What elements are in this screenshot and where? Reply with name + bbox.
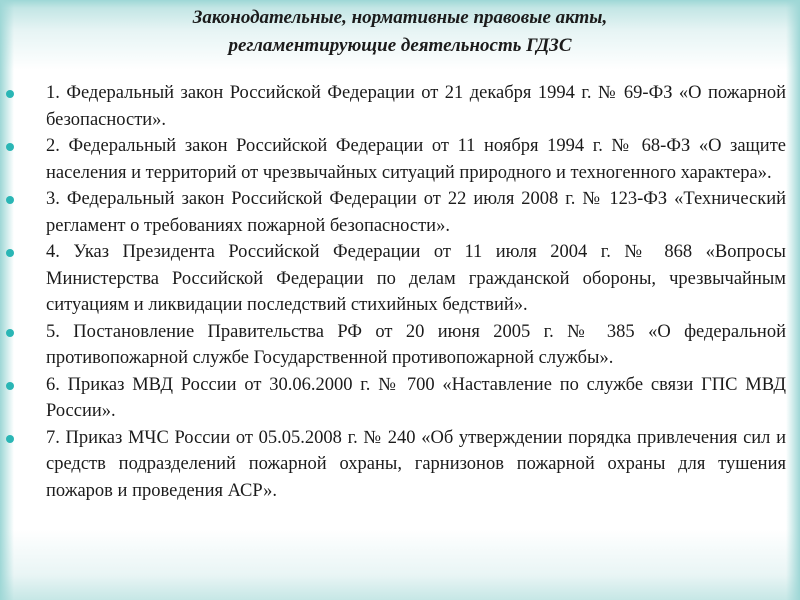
bullet-dot-icon [6,329,14,337]
bullet-dot-icon [6,382,14,390]
legal-acts-list [0,80,800,504]
list-item [0,186,800,239]
list-item [0,133,800,186]
list-item-text: 3. Федеральный закон Российской Федерации от 22 июля 2008 г. № 123-ФЗ «Технический регламент о требованиях пожарной безопасности». [46,189,786,236]
list-item [0,425,800,505]
bullet-dot-icon [6,249,14,257]
list-item [0,80,800,133]
list-item-text: 4. Указ Президента Российской Федерации от 11 июля 2004 г. № 868 «Вопросы Министерства Российской Федерации по делам гражданской обороны, чрезвычайным ситуациям и ликвидации последствий стихийных бедствий». [46,242,786,315]
list-item-text: 5. Постановление Правительства РФ от 20 июня 2005 г. № 385 «О федеральной противопожарной службе Государственной противопожарной службы». [46,321,786,368]
list-item [0,372,800,425]
list-item-text: 6. Приказ МВД России от 30.06.2000 г. № 700 «Наставление по службе связи ГПС МВД России». [46,374,786,421]
bullet-dot-icon [6,90,14,98]
list-item [0,319,800,372]
bullet-dot-icon [6,143,14,151]
list-item-text: 7. Приказ МЧС России от 05.05.2008 г. № 240 «Об утверждении порядка привлечения сил и средств подразделений пожарной охраны, гарнизонов пожарной охраны для тушения пожаров и проведения АСР». [46,427,786,501]
list-item-text: 2. Федеральный закон Российской Федерации от 11 ноября 1994 г. № 68-ФЗ «О защите населения и территорий от чрезвычайных ситуаций природного и техногенного характера». [46,136,786,183]
bullet-dot-icon [6,435,14,443]
list-item [0,239,800,319]
slide-title [0,4,800,60]
slide-title-line-2: регламентирующие деятельность ГДЗС [228,35,572,56]
slide-title-line-1: Законодательные, нормативные правовые акты, [192,7,608,28]
list-item-text: 1. Федеральный закон Российской Федерации от 21 декабря 1994 г. № 69-ФЗ «О пожарной безопасности». [46,83,786,130]
bullet-dot-icon [6,196,14,204]
